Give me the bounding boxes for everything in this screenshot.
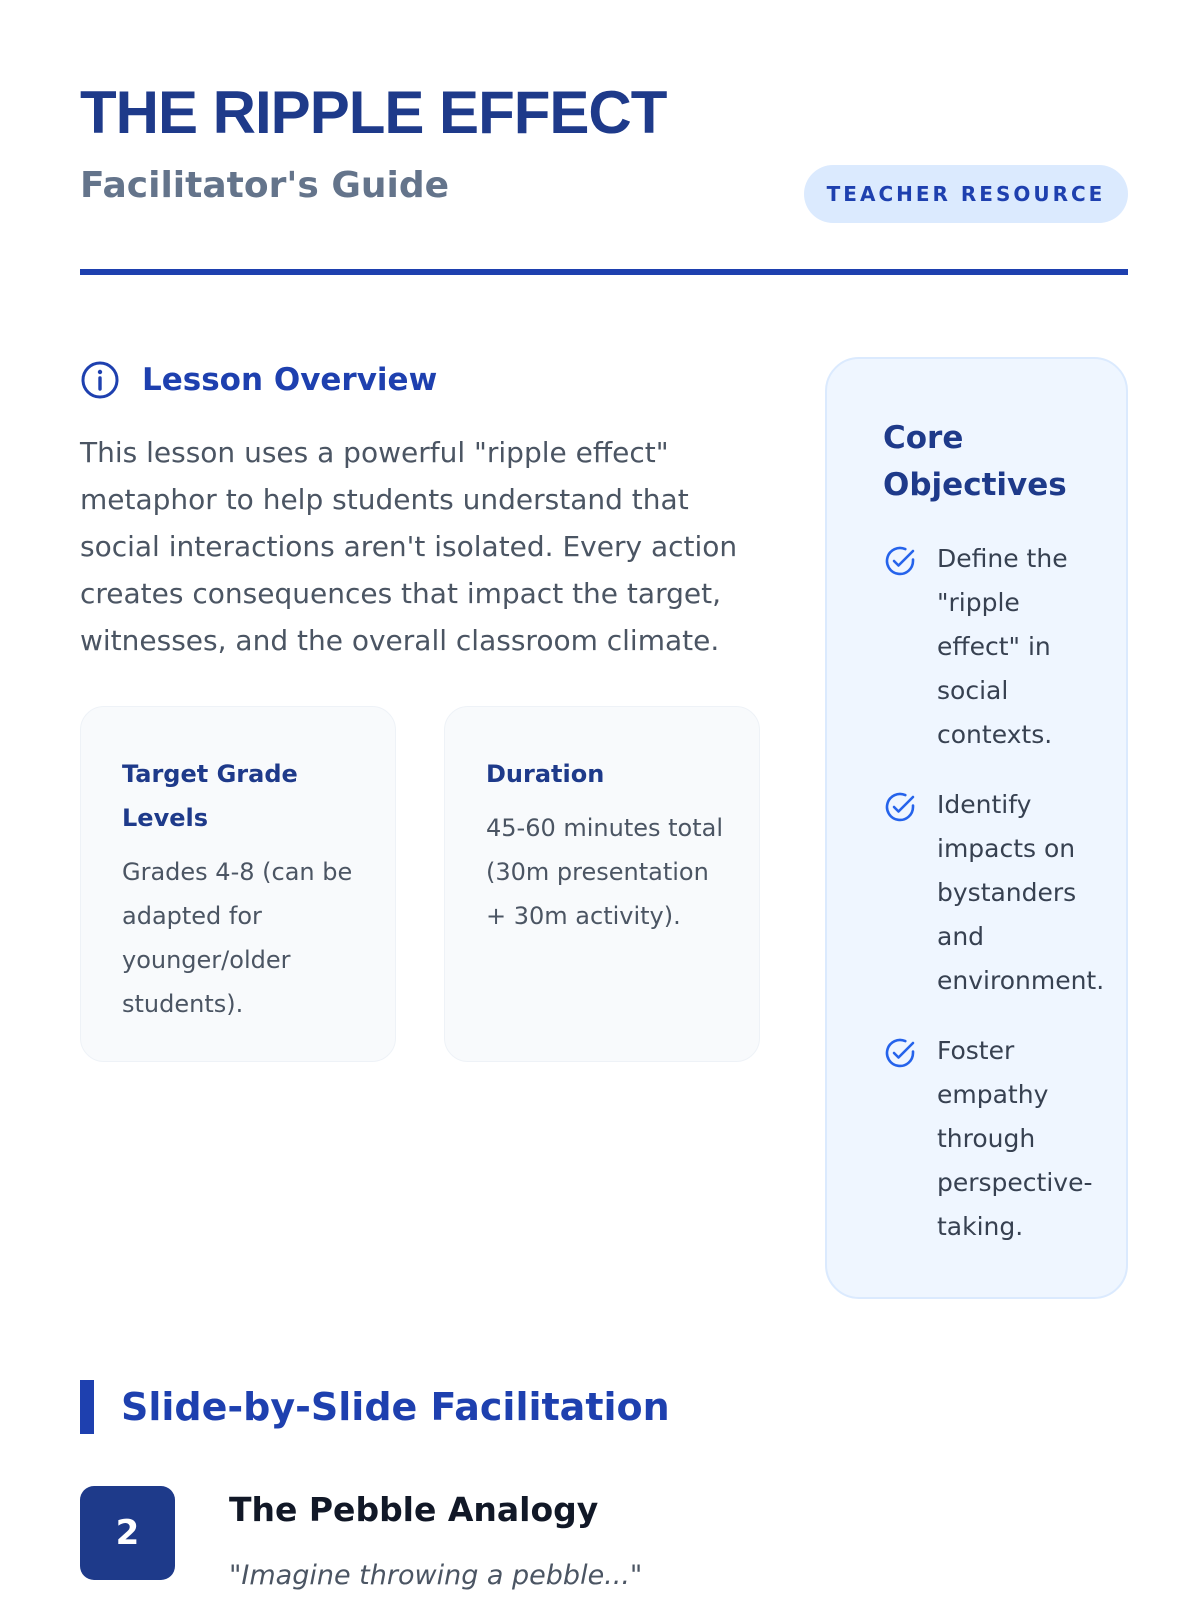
slide-title: The Pebble Analogy	[229, 1490, 599, 1529]
overview-heading: Lesson Overview	[142, 362, 438, 398]
objective-text: Foster empathy through perspective-taking.	[937, 1036, 1093, 1241]
objectives-panel	[825, 357, 1128, 1299]
card-title: Duration	[486, 760, 605, 788]
list-item	[883, 1029, 1106, 1249]
check-circle-icon	[883, 790, 917, 824]
resource-badge: TEACHER RESOURCE	[804, 165, 1128, 223]
header-divider	[80, 269, 1128, 275]
objective-text: Identify impacts on bystanders and environment.	[937, 790, 1105, 995]
objectives-list	[883, 537, 1106, 1249]
card-body: Grades 4-8 (can be adapted for younger/older students).	[122, 858, 353, 1018]
objectives-title: Core Objectives	[883, 420, 1067, 503]
check-circle-icon	[883, 1036, 917, 1070]
slide-quote: "Imagine throwing a pebble..."	[229, 1560, 643, 1591]
list-item	[883, 537, 1106, 757]
slide-number-badge: 2	[80, 1486, 175, 1580]
card-body: 45-60 minutes total (30m presentation + 30m activity).	[486, 814, 724, 930]
check-circle-icon	[883, 544, 917, 578]
section-accent-bar	[80, 1380, 94, 1434]
overview-text: This lesson uses a powerful "ripple effect" metaphor to help students understand that social interactions aren't isolated. Every action creates consequences that impact the target, witnesses, and the overall classroom climate.	[80, 436, 738, 657]
card-title: Target Grade Levels	[122, 760, 298, 832]
grade-levels-card	[80, 706, 396, 1062]
info-icon	[80, 360, 120, 400]
duration-card	[444, 706, 760, 1062]
list-item	[883, 783, 1106, 1003]
page-subtitle: Facilitator's Guide	[80, 165, 450, 206]
page-title: THE RIPPLE EFFECT	[80, 79, 667, 146]
facilitation-heading: Slide-by-Slide Facilitation	[121, 1385, 670, 1429]
objective-text: Define the "ripple effect" in social contexts.	[937, 544, 1068, 749]
